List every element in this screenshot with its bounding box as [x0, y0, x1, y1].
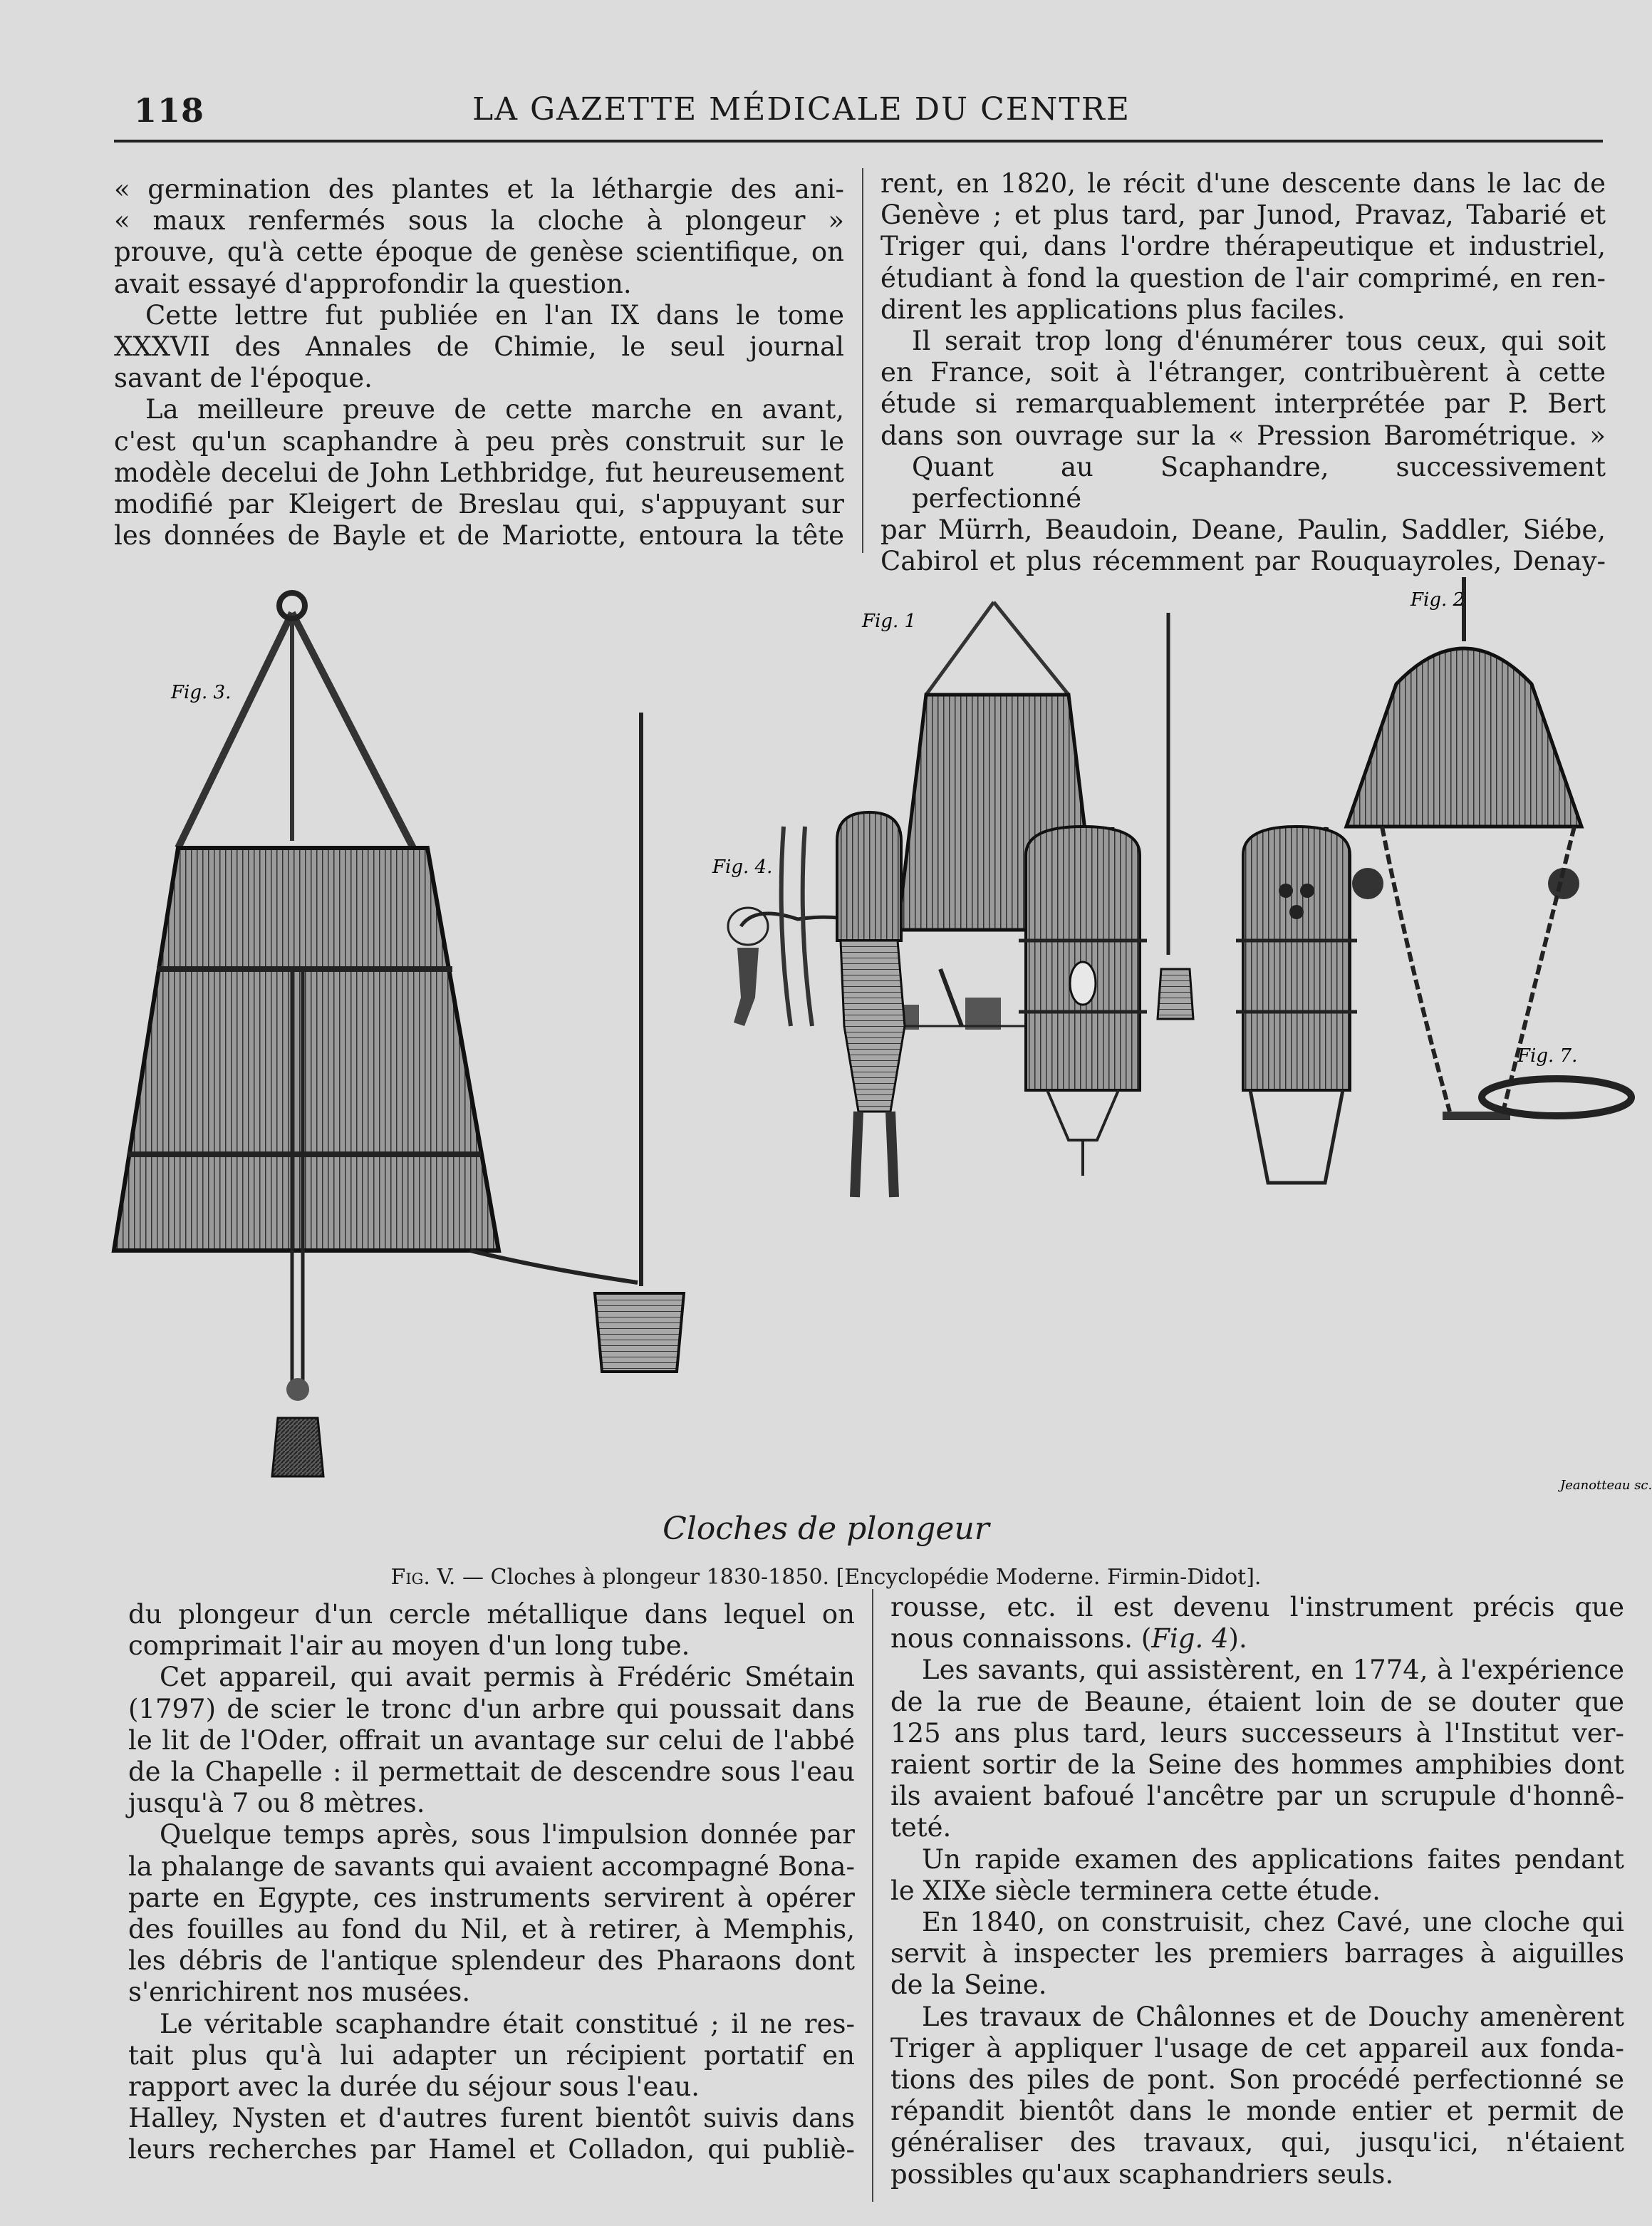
text-line: du plongeur d'un cercle métallique dans lequel on [128, 1599, 855, 1630]
text-line: teté. [890, 1812, 952, 1843]
text-line: de la Seine. [890, 1969, 1047, 2001]
figure-reference: Fig. 4 [1151, 1623, 1229, 1655]
figure-title: Cloches de plongeur [663, 1511, 989, 1547]
text-line: en France, soit à l'étranger, contribuèrent à cette [880, 357, 1606, 388]
text-line: rousse, etc. il est devenu l'instrument précis que [890, 1592, 1624, 1622]
text-line: Cabirol et plus récemment par Rouquayroles, Denay- [880, 546, 1606, 577]
text-line: des fouilles au fond du Nil, et à retirer, à Memphis, [128, 1914, 855, 1945]
diving-bells-engraving [71, 570, 1652, 1553]
running-title: LA GAZETTE MÉDICALE DU CENTRE [472, 91, 1131, 128]
text-line: le lit de l'Oder, offrait un avantage sur celui de l'abbé [128, 1724, 855, 1756]
text-line: XXXVII des Annales de Chimie, le seul journal [114, 331, 844, 363]
fig3-large-bell [114, 593, 684, 1476]
text-column-bottom-right [890, 1592, 1624, 2190]
text-line: Le véritable scaphandre était constitué ; il ne res- [160, 2008, 855, 2039]
text-column-top-left [114, 174, 844, 552]
fig1-label: Fig. 1 [862, 611, 917, 632]
text-line: leurs recherches par Hamel et Colladon, qui publiè- [128, 2134, 855, 2165]
text-line: parte en Egypte, ces instruments servirent à opérer [128, 1882, 855, 1913]
text-line: modèle decelui de John Lethbridge, fut heureusement [114, 457, 844, 488]
text-line: Un rapide examen des applications faites pendant [922, 1843, 1624, 1875]
text-line: répandit bientôt dans le monde entier et permit de [890, 2096, 1624, 2127]
figure-caption [0, 1565, 1652, 1590]
text-line: Triger qui, dans l'ordre thérapeutique et industriel, [880, 231, 1606, 262]
text-line: Il serait trop long d'énumérer tous ceux, qui soit [912, 326, 1606, 357]
text-line: possibles qu'aux scaphandriers seuls. [890, 2158, 1394, 2190]
text-line: ils avaient bafoué l'ancêtre par un scrupule d'honnê- [890, 1781, 1624, 1812]
text-line: dans son ouvrage sur la « Pression Barométrique. » [880, 420, 1606, 451]
text-line: « germination des plantes et la léthargie des ani- [114, 174, 844, 205]
text-line: comprimait l'air au moyen d'un long tube. [128, 1630, 690, 1662]
text-line: jusqu'à 7 ou 8 mètres. [128, 1788, 425, 1819]
figure-caption-number: Fig. V. [390, 1565, 456, 1590]
text-line: Les savants, qui assistèrent, en 1774, à l'expérience [922, 1655, 1624, 1686]
header-rule [114, 140, 1603, 143]
fig3-label: Fig. 3. [171, 682, 232, 703]
text-line: de la Chapelle : il permettait de descendre sous l'eau [128, 1756, 855, 1788]
text-line: dirent les applications plus faciles. [880, 294, 1346, 325]
text-line: Triger à appliquer l'usage de cet appareil aux fonda- [890, 2032, 1624, 2064]
text-line: étudiant à fond la question de l'air comprimé, en ren- [880, 262, 1606, 294]
text-line [890, 1623, 1624, 1655]
page-number: 118 [134, 91, 205, 130]
text-line: les débris de l'antique splendeur des Pharaons dont [128, 1945, 855, 1977]
text-line: modifié par Kleigert de Breslau qui, s'appuyant sur [114, 489, 844, 520]
text-line: « maux renfermés sous la cloche à plongeur » [114, 205, 844, 237]
text-line: le XIXe siècle terminera cette étude. [890, 1875, 1381, 1906]
column-divider-bottom [872, 1589, 873, 2202]
text-line: tait plus qu'à lui adapter un récipient portatif en [128, 2039, 855, 2071]
fig4-label: Fig. 4. [712, 856, 773, 878]
text-line: Genève ; et plus tard, par Junod, Pravaz, Tabarié et [880, 200, 1606, 231]
text-line: Quant au Scaphandre, successivement perfectionné [912, 451, 1606, 514]
text-line: avait essayé d'approfondir la question. [114, 268, 632, 299]
fig7-label: Fig. 7. [1517, 1045, 1578, 1067]
text-line: servit à inspecter les premiers barrages à aiguilles [890, 1938, 1624, 1969]
text-line: Cet appareil, qui avait permis à Frédéric Smétain [160, 1662, 855, 1693]
text-line: En 1840, on construisit, chez Cavé, une cloche qui [922, 1907, 1624, 1938]
text-line: (1797) de scier le tronc d'un arbre qui poussait dans [128, 1693, 855, 1724]
fig6-cylindrical-bell [1236, 824, 1357, 1183]
text-line: Halley, Nysten et d'autres furent bientôt suivis dans [128, 2103, 855, 2134]
text-line: la phalange de savants qui avaient accompagné Bona- [128, 1850, 855, 1882]
fig5-cylindrical-bell [1019, 824, 1147, 1176]
text-line: raient sortir de la Seine des hommes amphibies dont [890, 1749, 1624, 1781]
fig2-label: Fig. 2 [1411, 589, 1465, 611]
text-line: Cette lettre fut publiée en l'an IX dans le tome [145, 299, 844, 331]
text-fragment: nous connaissons. ( [890, 1623, 1152, 1655]
text-line: étude si remarquablement interprétée par P. Bert [880, 388, 1606, 420]
figure-caption-text: — Cloches à plongeur 1830-1850. [Encyclopédie Moderne. Firmin-Didot]. [462, 1565, 1262, 1590]
text-line: s'enrichirent nos musées. [128, 1977, 471, 2008]
text-line: tions des piles de pont. Son procédé perfectionné se [890, 2064, 1624, 2096]
text-line: rapport avec la durée du séjour sous l'eau. [128, 2071, 700, 2103]
text-fragment: ). [1228, 1623, 1247, 1655]
text-line: rent, en 1820, le récit d'une descente dans le lac de [880, 168, 1606, 199]
text-line: 125 ans plus tard, leurs successeurs à l'Institut ver- [890, 1717, 1624, 1749]
text-column-top-right [880, 168, 1606, 578]
text-column-bottom-left [128, 1599, 855, 2166]
text-line: savant de l'époque. [114, 363, 373, 394]
text-line: Les travaux de Châlonnes et de Douchy amenèrent [922, 2001, 1624, 2032]
text-line: de la rue de Beaune, étaient loin de se douter que [890, 1686, 1624, 1717]
engraver-signature: Jeanotteau sc. [1560, 1478, 1652, 1493]
text-line: par Mürrh, Beaudoin, Deane, Paulin, Saddler, Siébe, [880, 514, 1606, 546]
column-divider-top [862, 168, 863, 553]
text-line: les données de Bayle et de Mariotte, entoura la tête [114, 520, 844, 552]
text-line: La meilleure preuve de cette marche en avant, [145, 394, 844, 425]
text-line: prouve, qu'à cette époque de genèse scientifique, on [114, 237, 844, 268]
fig2-bell-with-chains [1346, 577, 1581, 1120]
text-line: Quelque temps après, sous l'impulsion donnée par [160, 1819, 855, 1850]
text-line: généraliser des travaux, qui, jusqu'ici, n'étaient [890, 2127, 1624, 2158]
text-line: c'est qu'un scaphandre à peu près construit sur le [114, 425, 844, 457]
